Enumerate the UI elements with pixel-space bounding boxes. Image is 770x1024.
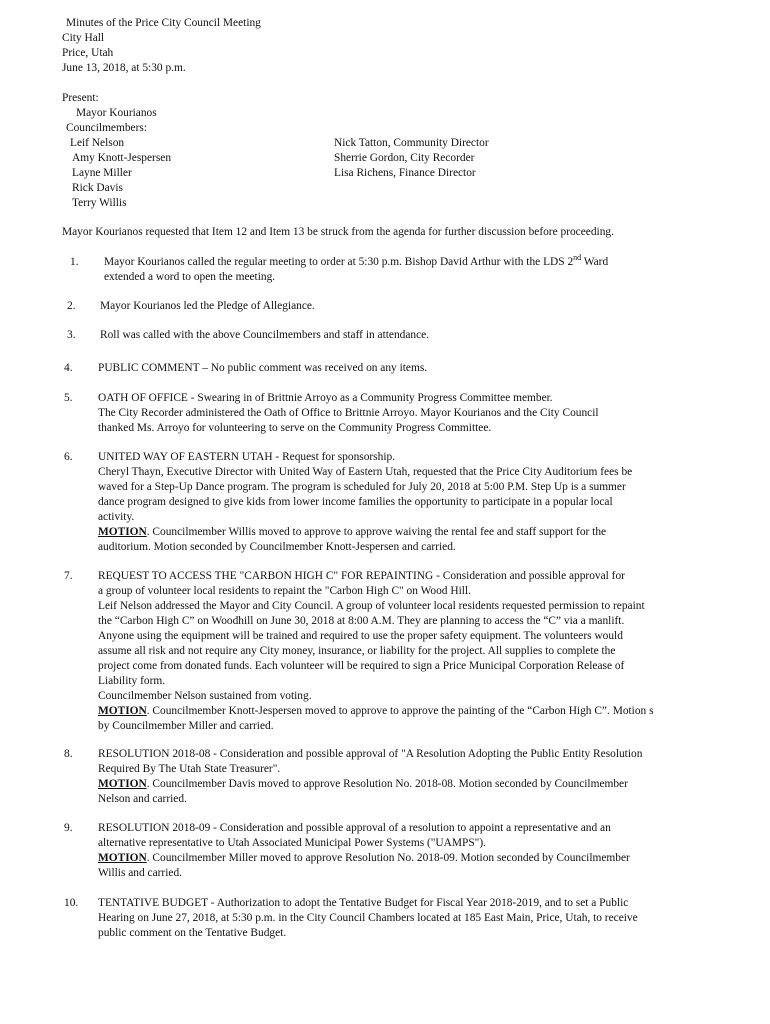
item-text: RESOLUTION 2018-09 - Consideration and possible approval of a resolution to appoint a representative and an alternative representative to Utah Associated Municipal Power Systems ("UAMPS"). MOTION. Councilmember Miller moved to approve Resolution No. 2018-09. Motion seconded by Councilmember Willis and carried. <box>98 821 718 881</box>
meeting-city: Price, Utah <box>62 47 114 59</box>
staff-list <box>334 136 489 181</box>
item-text: TENTATIVE BUDGET - Authorization to adopt the Tentative Budget for Fiscal Year 2018-2019, and to set a Public Hearing on June 27, 2018, at 5:30 p.m. in the City Council Chambers located at 185 East Main, Price, Utah, to receive public comment on the Tentative Budget. <box>98 897 638 939</box>
item-text: Roll was called with the above Councilmembers and staff in attendance. <box>100 329 430 341</box>
item-number: 3. <box>67 329 76 341</box>
item-number: 8. <box>64 748 73 760</box>
motion-line: MOTION. Councilmember Willis moved to approve to approve waiving the rental fee and staff support for the <box>98 526 607 538</box>
councilmembers-label: Councilmembers: <box>66 122 147 134</box>
item-text: Mayor Kourianos led the Pledge of Allegiance. <box>100 300 315 312</box>
document-header <box>62 16 261 76</box>
item-text: Mayor Kourianos called the regular meeting to order at 5:30 p.m. Bishop David Arthur with the LDS 2nd Ward extended a word to open the meeting. <box>104 253 609 283</box>
item-number: 6. <box>64 451 73 463</box>
motion-label: MOTION <box>98 852 147 864</box>
item-number: 1. <box>70 256 79 268</box>
item-text: UNITED WAY OF EASTERN UTAH - Request for sponsorship. Cheryl Thayn, Executive Director with United Way of Eastern Utah, requested that the Price City Auditorium fees be waved for a Step-Up Dance program. The program is scheduled for July 20, 2018 at 5:00 P.M. Step Up is a summer dance program designed to give kids from lower income families the opportunity to participate in a popular local activity. MOTION. Councilmember Willis moved to approve to approve waiving the rental fee and staff support for the auditorium. Motion seconded by Councilmember Knott-Jespersen and carried. <box>98 450 718 555</box>
motion-label: MOTION <box>98 526 147 538</box>
item-number: 4. <box>64 362 73 374</box>
staff-name: Nick Tatton, Community Director <box>334 137 489 149</box>
item-text: RESOLUTION 2018-08 - Consideration and possible approval of "A Resolution Adopting the Public Entity Resolution Required By The Utah State Treasurer". MOTION. Councilmember Davis moved to approve Resolution No. 2018-08. Motion seconded by Councilmember Nelson and carried. <box>98 747 718 807</box>
councilmember-name: Rick Davis <box>72 182 123 194</box>
item-text: OATH OF OFFICE - Swearing in of Brittnie Arroyo as a Community Progress Committee member. The City Recorder administered the Oath of Office to Brittnie Arroyo. Mayor Kourianos and the City Council thanked Ms. Arroyo for volunteering to serve on the Community Progress Committee. <box>98 392 599 434</box>
item-number: 9. <box>64 822 73 834</box>
councilmember-name: Terry Willis <box>72 197 127 209</box>
item-number: 7. <box>64 570 73 582</box>
present-label: Present: <box>62 92 99 104</box>
motion-line: MOTION. Councilmember Davis moved to approve Resolution No. 2018-08. Motion seconded by Councilmember <box>98 778 628 790</box>
motion-label: MOTION <box>98 705 147 717</box>
motion-line: MOTION. Councilmember Knott-Jespersen moved to approve to approve the painting of the “Carbon High C”. Motion s <box>98 705 654 717</box>
item-text: PUBLIC COMMENT – No public comment was received on any items. <box>98 362 428 374</box>
item-number: 2. <box>67 300 76 312</box>
item-number: 5. <box>64 392 73 404</box>
attendance-list <box>62 91 171 211</box>
councilmember-name: Layne Miller <box>72 167 132 179</box>
staff-name: Sherrie Gordon, City Recorder <box>334 152 475 164</box>
motion-label: MOTION <box>98 778 147 790</box>
document-title: Minutes of the Price City Council Meeting <box>66 17 261 29</box>
agenda-note: Mayor Kourianos requested that Item 12 and Item 13 be struck from the agenda for further discussion before proceeding. <box>62 226 614 238</box>
mayor-name: Mayor Kourianos <box>76 107 157 119</box>
motion-line: MOTION. Councilmember Miller moved to approve Resolution No. 2018-09. Motion seconded by Councilmember <box>98 852 630 864</box>
staff-name: Lisa Richens, Finance Director <box>334 167 476 179</box>
councilmember-name: Leif Nelson <box>70 137 125 149</box>
councilmember-name: Amy Knott-Jespersen <box>72 152 172 164</box>
meeting-place: City Hall <box>62 32 105 44</box>
item-number: 10. <box>64 897 79 909</box>
meeting-date: June 13, 2018, at 5:30 p.m. <box>62 62 186 74</box>
item-text: REQUEST TO ACCESS THE "CARBON HIGH C" FOR REPAINTING - Consideration and possible approval for a group of volunteer local residents to repaint the "Carbon High C" on Wood Hill. Leif Nelson addressed the Mayor and City Council. A group of volunteer local residents requested permission to repaint the “Carbon High C” on Woodhill on June 30, 2018 at 8:00 A.M. They are planning to access the “C” via a manlift. Anyone using the equipment will be trained and required to use the proper safety equipment. The volunteers would assume all risk and not require any City money, insurance, or liability for the project. All supplies to complete the project come from donated funds. Each volunteer will be required to sign a Price Municipal Corporation Release of Liability form. Councilmember Nelson sustained from voting. MOTION. Councilmember Knott-Jespersen moved to approve to approve the painting of the “Carbon High C”. Motion s by Councilmember Miller and carried. <box>98 569 718 734</box>
